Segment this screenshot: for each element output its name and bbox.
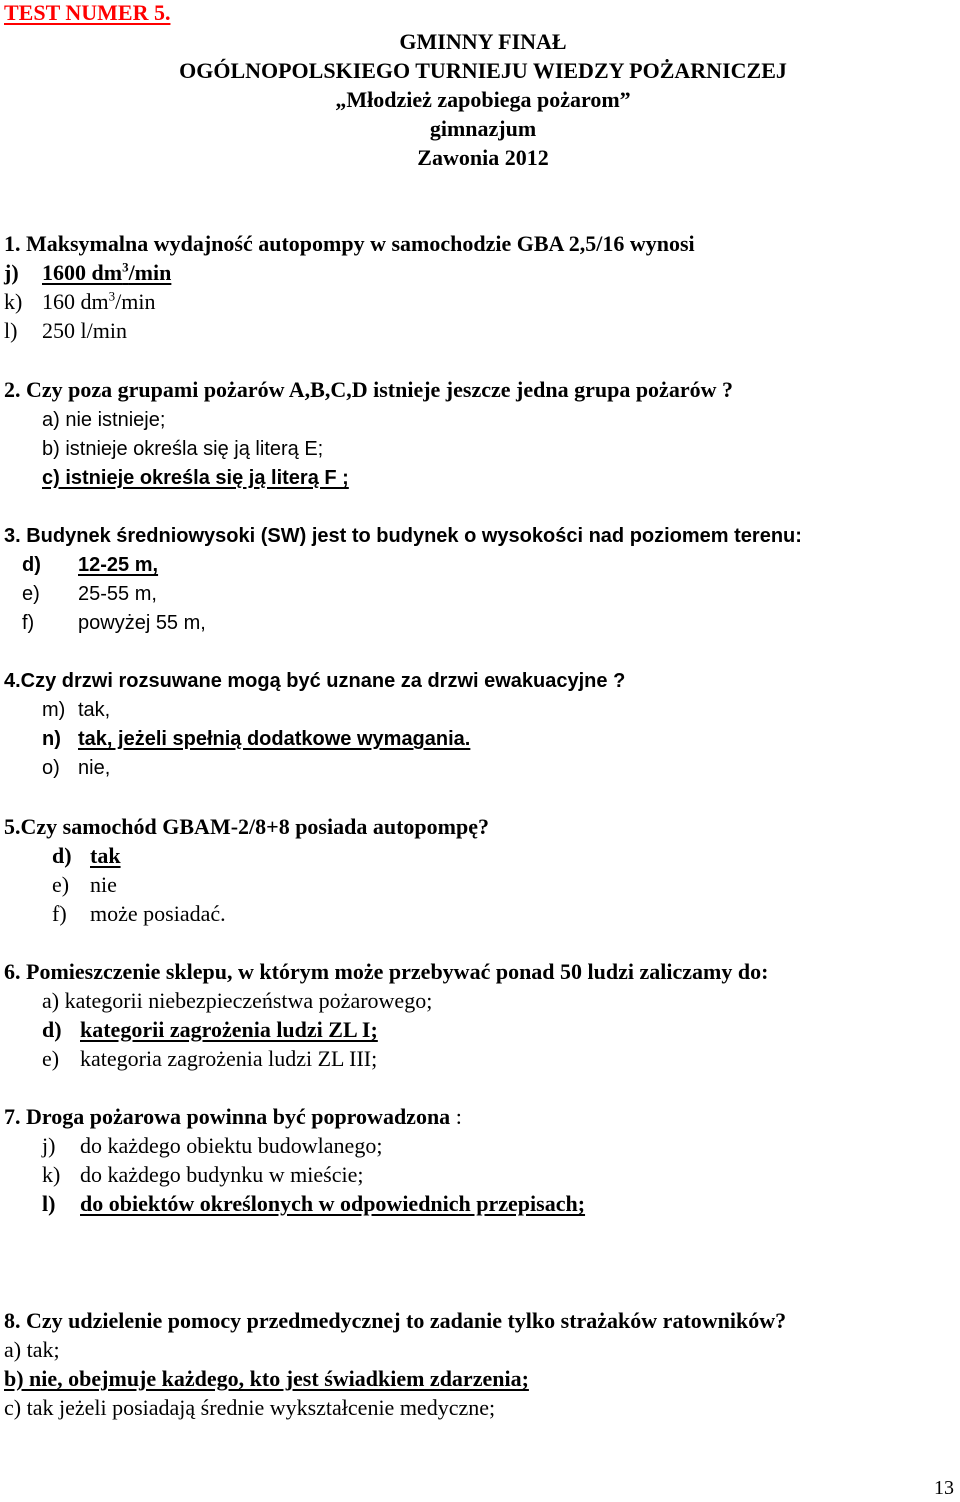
q1-answer-k: [4, 288, 156, 314]
question-5: 5.Czy samochód GBAM-2/8+8 posiada autopompę?: [4, 814, 489, 839]
q5-answer-e: [52, 874, 117, 896]
question-number: 7.: [4, 1104, 21, 1129]
question-6: [4, 961, 768, 983]
header-line-2: OGÓLNOPOLSKIEGO TURNIEJU WIEDZY POŻARNICZEJ: [179, 58, 787, 83]
q6-answer-e: [42, 1048, 377, 1070]
q8-answer-c: c) tak jeżeli posiadają średnie wykształcenie medyczne;: [4, 1395, 496, 1420]
question-text: Droga pożarowa powinna być poprowadzona: [26, 1104, 451, 1129]
answer-label: o): [42, 757, 60, 779]
answer-text: tak: [90, 843, 121, 868]
answer-text: kategorii zagrożenia ludzi ZL I;: [80, 1017, 378, 1042]
answer-text: 250 l/min: [42, 318, 127, 343]
q7-answer-k: [42, 1164, 364, 1186]
header-line-5: Zawonia 2012: [417, 145, 549, 170]
q3-answer-f: [22, 613, 206, 633]
q8-answer-a: a) tak;: [4, 1337, 60, 1362]
answer-text: do każdego obiektu budowlanego;: [80, 1133, 383, 1158]
answer-label: j): [42, 1133, 56, 1158]
answer-label: d): [52, 843, 72, 868]
question-4: 4.Czy drzwi rozsuwane mogą być uznane za drzwi ewakuacyjne ?: [4, 670, 626, 692]
answer-text: 1600 $dm^3/\min$: [42, 259, 172, 285]
question-tail: :: [450, 1104, 462, 1129]
header-line-4: gimnazjum: [429, 116, 537, 141]
answer-text: 25-55 m,: [78, 583, 157, 605]
answer-label: e): [22, 583, 40, 605]
answer-text: kategoria zagrożenia ludzi ZL III;: [80, 1046, 378, 1071]
answer-text: nie: [90, 872, 117, 897]
answer-text: do obiektów określonych w odpowiednich przepisach;: [80, 1191, 586, 1216]
q5-answer-f: [52, 903, 226, 925]
answer-label: e): [42, 1046, 60, 1071]
answer-label: k): [4, 289, 23, 314]
answer-label: j): [4, 260, 19, 285]
q3-answer-d: [22, 555, 158, 575]
q2-answer-c: c) istnieje określa się ją literą F ;: [42, 467, 349, 489]
answer-label: l): [42, 1191, 56, 1216]
q1-answer-l: [4, 320, 127, 342]
answer-text: 12-25 m,: [78, 554, 159, 576]
answer-text: 160 $dm^3/\min$: [42, 288, 156, 314]
q3-answer-e: [22, 584, 157, 604]
answer-label: n): [42, 728, 61, 750]
q6-answer-d: [42, 1019, 378, 1041]
q8-answer-b: b) nie, obejmuje każdego, kto jest świadkiem zdarzenia;: [4, 1366, 529, 1391]
answer-label: l): [4, 318, 18, 343]
answer-text: może posiadać.: [90, 901, 226, 926]
q5-answer-d: [52, 845, 121, 867]
question-3: 3. Budynek średniowysoki (SW) jest to budynek o wysokości nad poziomem terenu:: [4, 525, 802, 547]
answer-text: do każdego budynku w mieście;: [80, 1162, 364, 1187]
page-number: 13: [934, 1477, 954, 1499]
test-title: TEST NUMER 5.: [4, 0, 171, 25]
question-2: 2. Czy poza grupami pożarów A,B,C,D istnieje jeszcze jedna grupa pożarów ?: [4, 377, 733, 402]
q2-answer-a: a) nie istnieje;: [42, 409, 166, 431]
answer-label: d): [42, 1017, 62, 1042]
answer-text: tak, jeżeli spełnią dodatkowe wymagania.: [78, 728, 471, 750]
answer-label: f): [52, 901, 67, 926]
header-line-1: GMINNY FINAŁ: [399, 29, 567, 54]
answer-label: f): [22, 612, 35, 634]
answer-label: d): [22, 554, 41, 576]
answer-text: tak,: [78, 699, 111, 721]
answer-label: m): [42, 699, 66, 721]
question-number: 6.: [4, 959, 21, 984]
answer-label: k): [42, 1162, 61, 1187]
q4-answer-m: [42, 700, 110, 720]
answer-text: powyżej 55 m,: [78, 612, 206, 634]
question-1: 1. Maksymalna wydajność autopompy w samochodzie GBA 2,5/16 wynosi: [4, 231, 695, 256]
q7-answer-j: [42, 1135, 382, 1157]
q4-answer-o: [42, 758, 110, 778]
answer-text: nie,: [78, 757, 111, 779]
q7-answer-l: [42, 1193, 585, 1215]
answer-label: e): [52, 872, 70, 897]
question-text: Pomieszczenie sklepu, w którym może przebywać ponad 50 ludzi zaliczamy do:: [26, 959, 769, 984]
question-8: 8. Czy udzielenie pomocy przedmedycznej to zadanie tylko strażaków ratowników?: [4, 1308, 787, 1333]
q1-answer-j: [4, 259, 172, 285]
q6-answer-a: a) kategorii niebezpieczeństwa pożarowego;: [42, 988, 433, 1013]
question-7: [4, 1106, 462, 1128]
q4-answer-n: [42, 729, 470, 749]
q2-answer-b: b) istnieje określa się ją literą E;: [42, 438, 324, 460]
header-line-3: „Młodzież zapobiega pożarom”: [335, 87, 631, 112]
